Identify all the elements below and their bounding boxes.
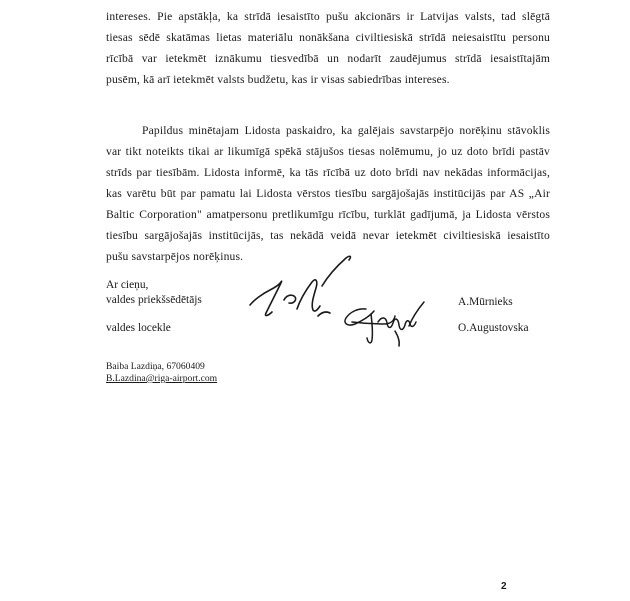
text-line: intereses. Pie apstākļa, ka strīdā iesaistīto pušu akcionārs ir Latvijas valsts, tad slēgtā [106,10,550,23]
text-line: Baltic Corporation" amatpersonu pretlikumīgu rīcību, turklāt gadījumā, ja Lidosta vērstos [106,208,550,221]
signature-murnieks [250,256,350,316]
board-member-name: O.Augustovska [458,322,529,334]
text-line: Papildus minētajam Lidosta paskaidro, ka galējais savstarpējo norēķinu stāvoklis [142,124,550,137]
chairman-name: A.Mūrnieks [458,296,513,308]
text-line: pusēm, kā arī ietekmēt valsts budžetu, kas ir visas sabiedrības intereses. [106,73,450,86]
contact-email[interactable]: B.Lazdina@riga-airport.com [106,373,218,384]
text-line: pušu savstarpējos norēķinus. [106,250,244,263]
text-line: tiesas sēdē skatāmas lietas materiālu nonākšana civiltiesiskā strīdā neiesaistītu personu [106,31,550,44]
text-line: rīcībā var ietekmēt iznākumu tiesvedībā un nodarīt zaudējumus strīdā iesaistītajām [106,52,550,65]
signature-augustovska [345,302,424,346]
text-line: var tikt noteikts tikai ar likumīgā spēkā stājušos tiesas nolēmumu, jo uz doto brīdi pastāv [106,145,550,158]
contact-person: Baiba Lazdiņa, 67060409 [106,361,205,372]
page-number: 2 [501,581,507,592]
chairman-title: valdes priekšsēdētājs [106,294,202,306]
text-line: tiesību sargājošajās institūcijās, tas nekādā veidā nevar ietekmēt civiltiesiskā iesaistīto [106,229,550,242]
text-line: strīds par tiesībām. Lidosta informē, ka tās rīcībā uz doto brīdi nav nekādas informācijas, [106,166,550,179]
board-member-title: valdes locekle [106,322,171,334]
closing-regards: Ar cieņu, [106,279,149,291]
text-line: kas varētu būt par pamatu lai Lidosta vērstos tiesību sargājošajās institūcijās par AS „Air [106,187,550,200]
